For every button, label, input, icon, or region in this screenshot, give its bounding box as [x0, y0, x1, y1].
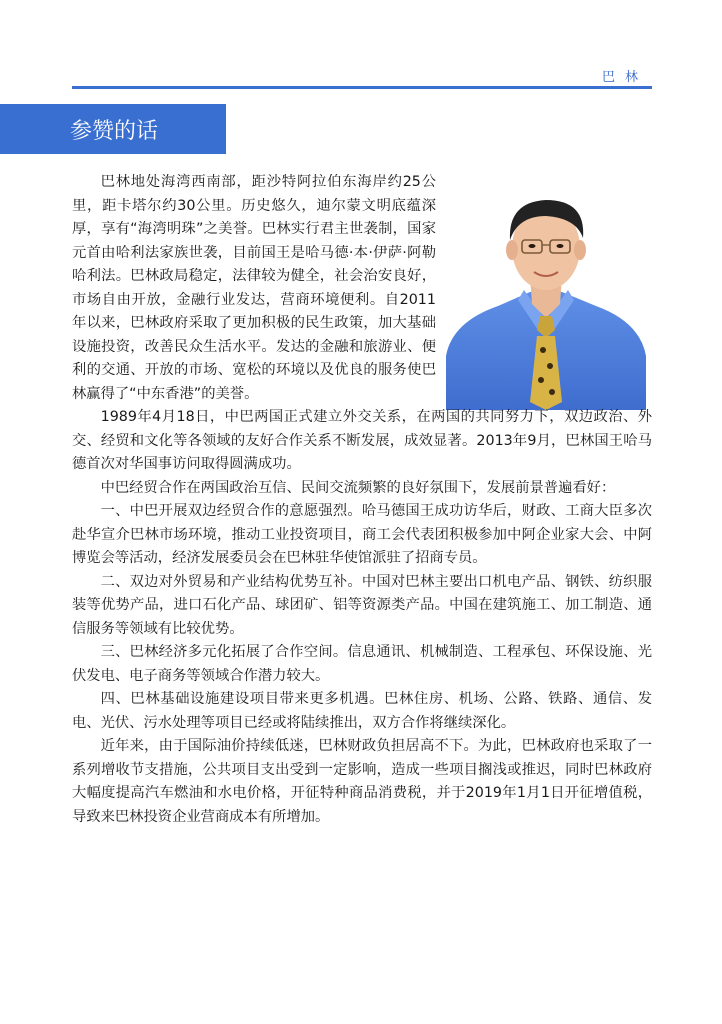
section-title: 参赞的话	[70, 119, 159, 144]
paragraph-outlook: 中巴经贸合作在两国政治互信、民间交流频繁的良好氛围下，发展前景普遍看好：	[100, 479, 616, 496]
paragraph-point-3: 三、巴林经济多元化拓展了合作空间。信息通讯、机械制造、工程承包、环保设施、光伏发电、电子商务等领域合作潜力较大。	[72, 644, 652, 684]
running-head: 巴林	[601, 70, 648, 85]
body-text	[72, 171, 652, 829]
paragraph-point-4: 四、巴林基础设施建设项目带来更多机遇。巴林住房、机场、公路、铁路、通信、发电、光伏、污水处理等项目已经或将陆续推出，双方合作将继续深化。	[72, 691, 652, 731]
paragraph-relations: 1989年4月18日，中巴两国正式建立外交关系，在两国的共同努力下，双边政治、外交、经贸和文化等各领域的友好合作关系不断发展，成效显著。2013年9月，巴林国王哈马德首次对华国事访问取得圆满成功。	[72, 409, 652, 472]
paragraph-point-2: 二、双边对外贸易和产业结构优势互补。中国对巴林主要出口机电产品、钢铁、纺织服装等优势产品，进口石化产品、球团矿、铝等资源类产品。中国在建筑施工、加工制造、通信服务等领域有比较优势。	[72, 573, 652, 637]
paragraph-intro: 巴林地处海湾西南部，距沙特阿拉伯东海岸约25公里，距卡塔尔约30公里。历史悠久，迪尔蒙文明底蕴深厚，享有“海湾明珠”之美誉。巴林实行君主世袭制，国家元首由哈利法家族世袭，目前国王是哈马德·本·伊萨·阿勒哈利法。巴林政局稳定，法律较为健全，社会治安良好，市场自由开放，金融行业发达，营商环境便利。自2011年以来，巴林政府采取了更加积极的民生政策，加大基础设施投资，改善民众生活水平。发达的金融和旅游业、便利的交通、开放的市场、宽松的环境以及优良的服务使巴林赢得了“中东香港”的美誉。	[72, 174, 436, 402]
paragraph-point-1: 一、中巴开展双边经贸合作的意愿强烈。哈马德国王成功访华后，财政、工商大臣多次赴华宣介巴林市场环境，推动工业投资项目，商工会代表团积极参加中阿企业家大会、中阿博览会等活动，经济发展委员会在巴林驻华使馆派驻了招商专员。	[72, 503, 652, 566]
section-banner	[0, 104, 226, 154]
paragraph-recent: 近年来，由于国际油价持续低迷，巴林财政负担居高不下。为此，巴林政府也采取了一系列增收节支措施，公共项目支出受到一定影响，造成一些项目搁浅或推迟，同时巴林政府大幅度提高汽车燃油和水电价格，开征特种商品消费税，并于2019年1月1日开征增值税，导致来巴林投资企业营商成本有所增加。	[72, 738, 652, 825]
header-rule	[72, 86, 652, 89]
